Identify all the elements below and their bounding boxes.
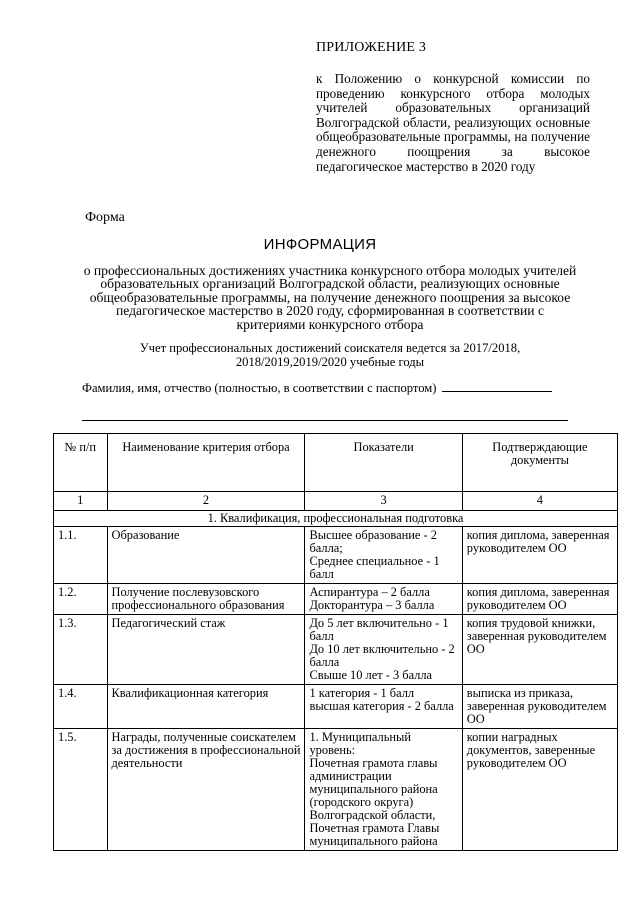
row-documents: копия диплома, заверенная руководителем ОО — [462, 527, 617, 584]
record-period-note: Учет профессиональных достижений соискателя ведется за 2017/2018, 2018/2019,2019/2020 учебные годы — [139, 341, 521, 369]
row-criterion: Педагогический стаж — [107, 615, 305, 685]
indicator-line: Высшее образование - 2 балла; — [309, 528, 437, 555]
indicator-line: Свыше 10 лет - 3 балла — [309, 668, 433, 682]
row-number: 1.3. — [54, 615, 108, 685]
row-number: 1.2. — [54, 584, 108, 615]
row-indicators — [305, 615, 462, 685]
indicator-line: Почетная грамота Главы муниципального района — [309, 821, 440, 848]
row-documents: выписка из приказа, заверенная руководителем ОО — [462, 685, 617, 729]
table-row — [54, 584, 618, 615]
table-row — [54, 615, 618, 685]
criteria-table — [53, 433, 618, 851]
row-indicators — [305, 729, 462, 851]
column-number: 3 — [305, 492, 462, 511]
row-criterion: Квалификационная категория — [107, 685, 305, 729]
indicator-line: Среднее специальное - 1 балл — [309, 554, 440, 581]
row-number: 1.4. — [54, 685, 108, 729]
header-criterion: Наименование критерия отбора — [107, 434, 305, 492]
row-documents: копия трудовой книжки, заверенная руководителем ОО — [462, 615, 617, 685]
signature-line — [82, 420, 568, 421]
row-indicators — [305, 584, 462, 615]
row-documents: копии наградных документов, заверенные руководителем ОО — [462, 729, 617, 851]
section-title: 1. Квалификация, профессиональная подготовка — [54, 511, 618, 527]
column-number-row — [54, 492, 618, 511]
header-documents: Подтверждающие документы — [462, 434, 617, 492]
header-indicators: Показатели — [305, 434, 462, 492]
indicator-line: Докторантура – 3 балла — [309, 598, 435, 612]
indicator-line: 1 категория - 1 балл — [309, 686, 415, 700]
row-indicators — [305, 685, 462, 729]
section-row — [54, 511, 618, 527]
table-row — [54, 527, 618, 584]
row-criterion: Награды, полученные соискателем за достижения в профессиональной деятельности — [107, 729, 305, 851]
row-number: 1.1. — [54, 527, 108, 584]
indicator-line: высшая категория - 2 балла — [309, 699, 454, 713]
indicator-line: 1. Муниципальный уровень: — [309, 730, 411, 757]
full-name-label: Фамилия, имя, отчество (полностью, в соответствии с паспортом) — [82, 381, 437, 395]
indicator-line: До 10 лет включительно - 2 балла — [309, 642, 455, 669]
full-name-field — [82, 380, 562, 396]
document-subtitle: о профессиональных достижениях участника конкурсного отбора молодых учителей образовательных организаций Волгоградской области, реализующих основные общеобразовательные программы, на получение денежного поощрения за высокое педагогическое мастерство в 2020 году, сформированная в соответствии с критериями конкурсного отбора — [83, 263, 577, 332]
form-label: Форма — [85, 210, 125, 225]
table-header-row — [54, 434, 618, 492]
row-number: 1.5. — [54, 729, 108, 851]
document-title: ИНФОРМАЦИЯ — [263, 236, 377, 253]
column-number: 2 — [107, 492, 305, 511]
column-number: 4 — [462, 492, 617, 511]
row-criterion: Получение послевузовского профессионального образования — [107, 584, 305, 615]
table-row — [54, 729, 618, 851]
row-criterion: Образование — [107, 527, 305, 584]
row-documents: копия диплома, заверенная руководителем ОО — [462, 584, 617, 615]
full-name-blank — [442, 380, 552, 392]
header-number: № п/п — [54, 434, 108, 492]
appendix-text: к Положению о конкурсной комиссии по проведению конкурсного отбора молодых учителей образовательных организаций Волгоградской области, реализующих основные общеобразовательные программы, на получение денежного поощрения за высокое педагогическое мастерство в 2020 году — [316, 71, 590, 174]
indicator-line: До 5 лет включительно - 1 балл — [309, 616, 449, 643]
table-row — [54, 685, 618, 729]
appendix-title: ПРИЛОЖЕНИЕ 3 — [316, 40, 427, 55]
column-number: 1 — [54, 492, 108, 511]
indicator-line: Почетная грамота главы администрации муниципального района (городского округа) Волгоградской области, — [309, 756, 438, 822]
indicator-line: Аспирантура – 2 балла — [309, 585, 430, 599]
row-indicators — [305, 527, 462, 584]
